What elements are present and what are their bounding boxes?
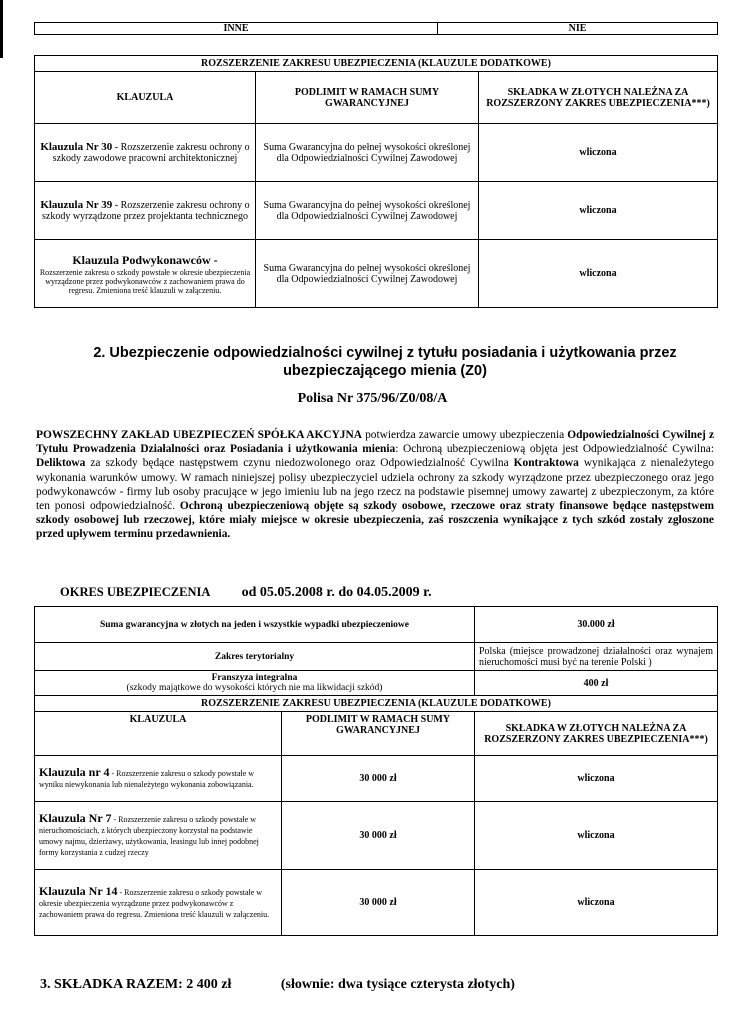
- t2-r2-limit: 30 000 zł: [282, 802, 475, 870]
- t1-col-premium: SKŁADKA W ZŁOTYCH NALEŻNA ZA ROZSZERZONY ZAKRES UBEZPIECZENIA***): [479, 72, 718, 124]
- table-row: [35, 756, 718, 802]
- clause-name: Klauzula Nr 30: [40, 140, 113, 153]
- period-label: OKRES UBEZPIECZENIA: [60, 585, 211, 599]
- t1-r3-clause: [35, 240, 256, 308]
- t1-r1-premium: wliczona: [479, 124, 718, 182]
- clauses-table-2: [34, 606, 718, 936]
- t2-r3-premium: wliczona: [475, 870, 718, 936]
- clause-name: Klauzula Nr 7: [39, 811, 112, 825]
- t1-r2-premium: wliczona: [479, 182, 718, 240]
- t1-r1-clause: [35, 124, 256, 182]
- clause-name: Klauzula Podwykonawców -: [72, 252, 218, 267]
- inne-row-table: [34, 22, 718, 35]
- t1-col-limit: PODLIMIT W RAMACH SUMY GWARANCYJNEJ: [256, 72, 479, 124]
- clause-desc: - Rozszerzenie zakresu ochrony o szkody zawodowe pracowni architektonicznej: [52, 141, 250, 164]
- t2-col-premium: SKŁADKA W ZŁOTYCH NALEŻNA ZA ROZSZERZONY ZAKRES UBEZPIECZENIA***): [475, 712, 718, 756]
- clause-desc: - Rozszerzenie zakresu o szkody powstałe w okresie ubezpieczenia wyrządzone przez podwykonawców z zachowaniem prawa do regresu. Zmieniona treść klauzuli w załączeniu.: [39, 887, 270, 919]
- franszyza-sub: (szkody majątkowe do wysokości których nie ma likwidacji szkód): [126, 683, 383, 693]
- t2-zakres-label: Zakres terytorialny: [35, 643, 475, 671]
- t2-col-clause: KLAUZULA: [35, 712, 282, 756]
- table-row: [35, 870, 718, 936]
- t2-suma-label: Suma gwarancyjna w złotych na jeden i wszystkie wypadki ubezpieczeniowe: [35, 607, 475, 643]
- inne-label: INNE: [35, 23, 438, 35]
- t1-r3-premium: wliczona: [479, 240, 718, 308]
- t1-col-clause: KLAUZULA: [35, 72, 256, 124]
- clause-desc: Rozszerzenie zakresu o szkody powstałe w okresie ubezpieczenia wyrządzone przez podwykonawców z zachowaniem prawa do regresu. Zmieniona treść klauzuli w załączeniu.: [39, 267, 251, 295]
- t2-r2-clause: [35, 802, 282, 870]
- franszyza-label: Franszyza integralna: [211, 673, 298, 683]
- section-2-title: 2. Ubezpieczenie odpowiedzialności cywilnej z tytułu posiadania i użytkowania przez ubezpieczającego mienia (Z0): [93, 345, 677, 379]
- t1-r2-limit: Suma Gwarancyjna do pełnej wysokości określonej dla Odpowiedzialności Cywilnej Zawodowej: [256, 182, 479, 240]
- t1-r2-clause: [35, 182, 256, 240]
- table-row: [35, 182, 718, 240]
- t2-franszyza: [35, 671, 475, 696]
- table-row: [35, 124, 718, 182]
- clause-desc: - Rozszerzenie zakresu ochrony o szkody wyrządzone przez projektanta technicznego: [41, 199, 250, 222]
- policy-description: POWSZECHNY ZAKŁAD UBEZPIECZEŃ SPÓŁKA AKCYJNA potwierdza zawarcie umowy ubezpieczenia Odpowiedzialności Cywilnej z Tytułu Prowadzenia Działalności oraz Posiadania i użytkowania mienia: Ochroną ubezpieczeniową objęta jest Odpowiedzialność Cywilna: Deliktowa za szkody będące następstwem czynu niedozwolonego oraz Odpowiedzialność Cywilna Kontraktowa wynikająca z nienależytego wykonania warunków umowy. W ramach niniejszej polisy ubezpieczyciel udziela ochrony za szkody wyrządzone przez ubezpieczonego oraz jego podwykonawców - firmy lub osoby pracujące w jego imieniu lub na jego rzecz na podstawie pisemnej umowy zawartej z ubezpieczonym, za które ten ponosi odpowiedzialność. Ochroną ubezpieczeniową objęte są szkody osobowe, rzeczowe oraz straty finansowe będące następstwem szkody osobowej lub rzeczowej, które miały miejsce w okresie ubezpieczenia, zaś roszczenia wynikające z tych szkód zostały zgłoszone przed upływem terminu przedawnienia.: [36, 429, 714, 541]
- margin-mark: [0, 0, 3, 58]
- insurance-period: [60, 584, 710, 601]
- t2-r1-clause: [35, 756, 282, 802]
- t2-col-limit: PODLIMIT W RAMACH SUMY GWARANCYJNEJ: [282, 712, 475, 756]
- clause-name: Klauzula Nr 14: [39, 883, 118, 898]
- inne-value: NIE: [438, 23, 718, 35]
- t1-r3-limit: Suma Gwarancyjna do pełnej wysokości określonej dla Odpowiedzialności Cywilnej Zawodowej: [256, 240, 479, 308]
- t2-r1-premium: wliczona: [475, 756, 718, 802]
- table-row: [35, 240, 718, 308]
- policy-number: Polisa Nr 375/96/Z0/08/A: [297, 391, 448, 406]
- clause-desc: - Rozszerzenie zakresu o szkody powstałe w nieruchomościach, z których ubezpieczony korzystał na podstawie umowy najmu, dzierżawy, użytkowania, leasingu lub innej podobnej formy korzystania z cudzej rzeczy: [39, 815, 259, 857]
- t2-r1-limit: 30 000 zł: [282, 756, 475, 802]
- t2-r3-clause: [35, 870, 282, 936]
- t2-r3-limit: 30 000 zł: [282, 870, 475, 936]
- clause-name: Klauzula nr 4: [39, 765, 110, 779]
- t2-suma-value: 30.000 zł: [475, 607, 718, 643]
- t2-r2-premium: wliczona: [475, 802, 718, 870]
- t2-header: ROZSZERZENIE ZAKRESU UBEZPIECZENIA (KLAUZULE DODATKOWE): [35, 696, 718, 712]
- total-premium: [40, 977, 720, 993]
- t2-franszyza-value: 400 zł: [475, 671, 718, 696]
- t2-zakres-value: Polska (miejsce prowadzonej działalności oraz wynajem nieruchomości musi być na terenie Polski ): [475, 643, 718, 671]
- t1-r1-limit: Suma Gwarancyjna do pełnej wysokości określonej dla Odpowiedzialności Cywilnej Zawodowej: [256, 124, 479, 182]
- clauses-table-1: [34, 55, 718, 308]
- total-premium-words: (słownie: dwa tysiące czterysta złotych): [280, 977, 515, 992]
- period-value: od 05.05.2008 r. do 04.05.2009 r.: [241, 585, 432, 600]
- clause-name: Klauzula Nr 39: [40, 198, 113, 211]
- clause-desc: - Rozszerzenie zakresu o szkody powstałe w wyniku niewykonania lub nienależytego wykonania zobowiązania.: [39, 769, 255, 789]
- insurer-name: POWSZECHNY ZAKŁAD UBEZPIECZEŃ SPÓŁKA AKCYJNA: [36, 429, 362, 441]
- total-premium-value: 3. SKŁADKA RAZEM: 2 400 zł: [40, 977, 232, 992]
- table-row: [35, 802, 718, 870]
- t1-header: ROZSZERZENIE ZAKRESU UBEZPIECZENIA (KLAUZULE DODATKOWE): [35, 56, 718, 72]
